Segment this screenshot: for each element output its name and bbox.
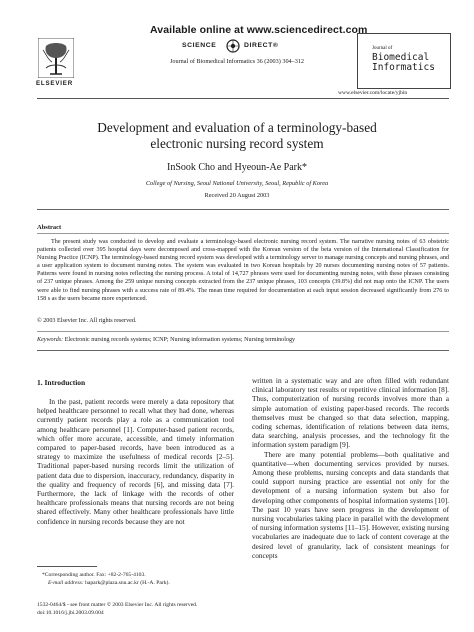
journal-reference: Journal of Biomedical Informatics 36 (2003) 304–312 xyxy=(169,58,305,65)
sd-word-right: DIRECT® xyxy=(244,42,279,49)
doi-line: doi:10.1016/j.jbi.2003.09.004 xyxy=(37,609,104,616)
keywords-list: Electronic nursing records systems; ICNP; Nursing information systems; Nursing terminology xyxy=(63,337,296,343)
publisher-name: ELSEVIER xyxy=(36,80,74,87)
abstract-body: The present study was conducted to develop and evaluate a terminology-based electronic nursing record system. The narrative nursing notes of 63 obstetric patients collected over 395 hospital days were decomposed and cross-mapped with the Korean version of the beta version of the International Classification for Nursing Practice (ICNP). The terminology-based nursing record system was developed with a terminology server to manage nursing concepts and nursing phrases, and a user application system to document nursing notes. The system was evaluated in two Korean hospitals by 20 nurses documenting nursing notes of 57 patients. Patterns were found in nursing notes reflecting the nursing process. A total of 14,727 phrases were used for documenting nursing notes, with these phrases consisting of 237 unique phrases. Among the 259 unique nursing concepts extracted from the 237 unique phrases, 103 concepts (39.8%) did not map onto the ICNP. The users were able to find nursing phrases with a success rate of 89.4%. The mean time required for documentation at each input session decreased significantly from 276 to 158 s as the users became more experienced. xyxy=(37,239,449,302)
issn-line: 1532-0464/$ - see front matter © 2003 Elsevier Inc. All rights reserved. xyxy=(37,602,198,608)
footnote-rule xyxy=(37,566,97,567)
received-date: Received 20 August 2003 xyxy=(204,192,270,199)
journal-cover-title-2: Informatics xyxy=(372,62,435,73)
email-note xyxy=(48,580,170,586)
sd-word-left: SCIENCE xyxy=(182,42,217,49)
email-address: hapark@plaza.snu.ac.kr (H.-A. Park). xyxy=(83,580,170,586)
article-title-line-2: electronic nursing record system xyxy=(150,136,324,151)
elsevier-tree-logo-icon xyxy=(38,38,74,78)
abstract-copyright: © 2003 Elsevier Inc. All rights reserved. xyxy=(37,318,137,324)
body-right-column xyxy=(252,376,449,560)
right-paragraph-1: written in a systematic way and are often filled with redundant clinical laboratory test results or repetitive clinical information [8]. Thus, computerization of nursing records involves more than a simple automation of existing paper-based records. The records themselves must be changed so that data selection, mapping, coding schemas, identification of relations between data items, data searching, analysis processes, and the technology fit the information system paradigm [9]. xyxy=(252,376,449,450)
journal-cover-box xyxy=(357,33,451,89)
abstract-rule-heading xyxy=(37,233,449,234)
body-left-column: In the past, patient records were merely a data repository that helped healthcare personnel to recall what they had done, whereas currently patient records play a role as a communication tool among healthcare personnel [1]. Computer-based patient records, which offer more accurate, accessible, and timely information compared to paper-based records, have been introduced as a strategy to maximize the usefulness of medical records [2–5]. Traditional paper-based nursing records limit the utilization of patient data due to dispersion, inaccuracy, redundancy, disparity in the quality and frequency of records [6], and missing data [7]. Furthermore, the lack of linkage with the records of other healthcare professionals means that nursing records are not being shared effectively. Many other healthcare professionals have little confidence in nursing records because they are not xyxy=(37,397,234,526)
keywords-rule xyxy=(37,350,449,351)
journal-url: www.elsevier.com/locate/yjbin xyxy=(338,90,408,96)
journal-cover-title-1: Biomedical xyxy=(372,52,430,63)
right-paragraph-2: There are many potential problems—both qualitative and quantitative—when documenting services provided by nurses. Among these problems, nursing concepts and data standards that could support nursing practice are essential not only for the development of a nursing information system but also for developing other components of hospital information systems [10]. The past 10 years have seen progress in the development of nursing vocabularies taking place in parallel with the development of nursing information systems [11–15]. However, existing nursing vocabularies are inadequate due to lack of content coverage at the desired level of granularity, lack of consistent meanings for concepts xyxy=(252,449,449,560)
keywords-label: Keywords: xyxy=(37,337,64,343)
article-title xyxy=(0,120,474,152)
sciencedirect-mark-icon xyxy=(226,39,240,53)
keywords xyxy=(37,337,295,343)
sciencedirect-logo xyxy=(168,39,318,53)
issn-block xyxy=(37,602,197,617)
abstract-heading: Abstract xyxy=(37,224,62,231)
corresponding-author-note: *Corresponding author. Fax: +82-2-765-4103. xyxy=(42,572,146,578)
abstract-rule-bottom xyxy=(37,331,449,332)
section-heading: 1. Introduction xyxy=(37,378,86,387)
header-rule xyxy=(37,98,449,99)
article-authors: InSook Cho and Hyeoun-Ae Park* xyxy=(167,162,307,173)
article-title-line-1: Development and evaluation of a terminology-based xyxy=(97,120,377,135)
abstract-rule-top xyxy=(37,209,449,210)
email-label: E-mail address: xyxy=(48,580,84,586)
journal-cover-small: Journal of xyxy=(372,46,393,51)
author-affiliation: College of Nursing, Seoul National University, Seoul, Republic of Korea xyxy=(145,180,329,187)
available-online-banner: Available online at www.sciencedirect.com xyxy=(150,24,368,36)
